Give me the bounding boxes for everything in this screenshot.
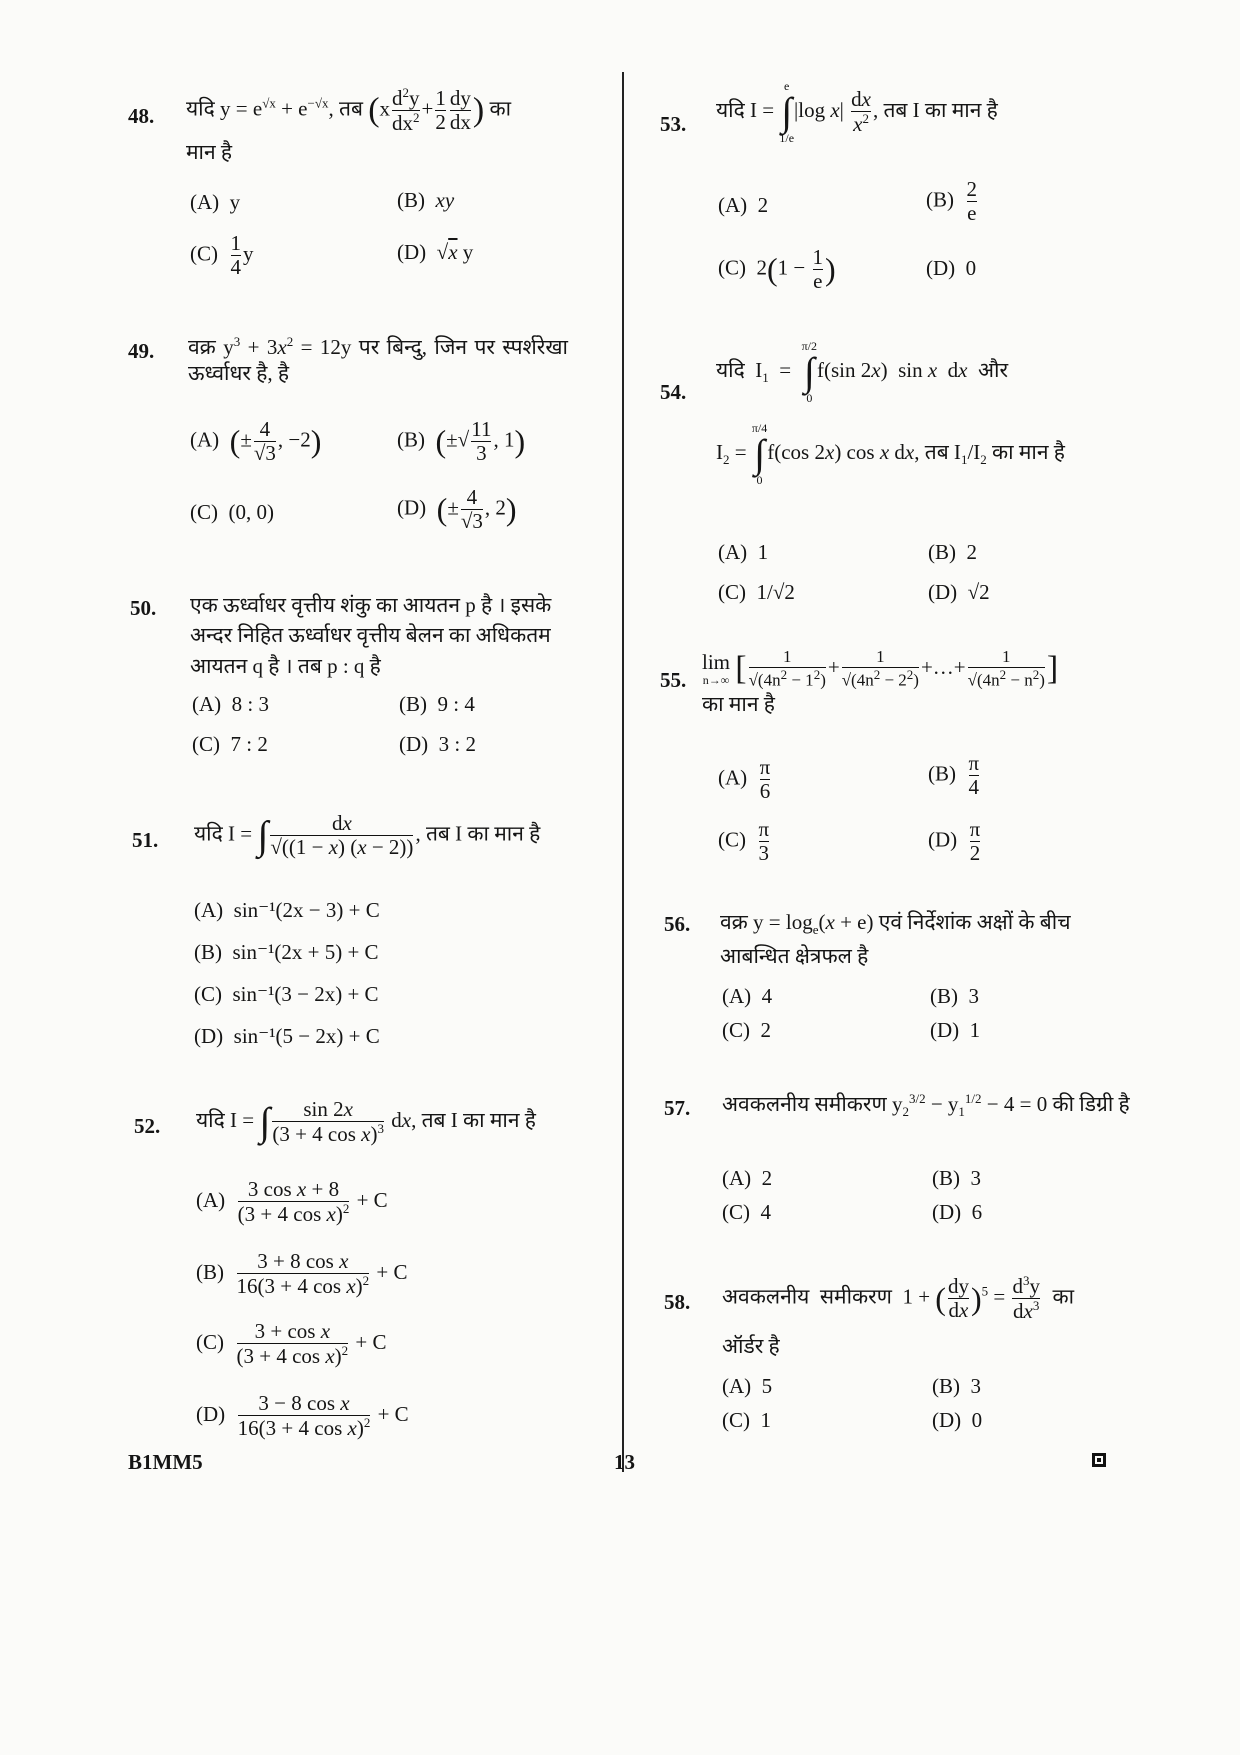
question-stem: यदि $I_1$ = π/2 ∫ 0 f(sin 2x) sin x dx और $I_2$ = π/4 ∫ 0 f(cos 2x) cos x dx, तब $I_1/I_2$ का मान है <box>716 339 1065 487</box>
question-stem: यदि I = e ∫ 1/e |log x| $\frac{dx}{x^2}$ , तब I का मान है <box>716 79 998 145</box>
option-c: (C) 2(1 − $\frac{1}{e}$ ) <box>718 245 836 294</box>
question-stem: यदि I = ∫ $\frac{dx}{√((1 - x) (x - 2))}$ , तब I का मान है <box>194 811 541 860</box>
option-d: (D) 0 <box>926 256 977 280</box>
option-b: (B) 2 <box>928 540 977 564</box>
booklet-code: B1MM5 <box>128 1450 203 1474</box>
option-d: (D) (± $\frac{4}{√3}$ , 2) <box>397 485 517 534</box>
option-c: (C) 1 <box>722 1408 771 1432</box>
option-a: (A) (± $\frac{4}{√3}$ , −2) <box>190 417 322 466</box>
option-d: (D) 0 <box>932 1408 983 1432</box>
question-stem: वक्र $y = \log_e(x + e)$ एवं निर्देशांक अक्षों के बीच आबन्धित क्षेत्रफल है <box>720 910 1071 969</box>
option-b: (B) xy <box>397 188 455 212</box>
option-b: (B) sin⁻¹(2x + 5) + C <box>194 940 379 964</box>
option-c: (C) 1/√2 <box>718 580 795 604</box>
option-d: (D) 6 <box>932 1200 983 1224</box>
option-c: (C) (0, 0) <box>190 500 274 524</box>
question-stem: अवकलनीय समीकरण $y_2^{3/2} - y_1^{1/2} - 4 = 0$ की डिग्री है <box>722 1091 1130 1120</box>
column-divider <box>622 72 624 1472</box>
option-a: (A) 2 <box>722 1166 773 1190</box>
page-number: 13 <box>614 1450 635 1474</box>
question-stem: lim n→∞ [ $\frac{1}{√(4n^2 - 1^2)}$ + $\frac{1}{√(4n^2 - 2^2)}$ +…+ $\frac{1}{√(4n^2 - n^2)}$ ] का मान है <box>702 647 1059 716</box>
option-a: (A) 5 <box>722 1374 773 1398</box>
option-a: (A) 8 : 3 <box>192 692 269 716</box>
option-b: (B) $\frac{\pi}{4}$ <box>928 751 980 800</box>
option-c: (C) $\frac{\pi}{3}$ <box>718 817 770 866</box>
option-b: (B) 3 <box>930 984 979 1008</box>
option-b: (B) 3 <box>932 1166 981 1190</box>
option-b: (B) $\frac{2}{e}$ <box>926 177 977 226</box>
option-c: (C) 4 <box>722 1200 771 1224</box>
question-number: 50. <box>130 596 157 620</box>
question-number: 52. <box>134 1114 161 1138</box>
question-number: 57. <box>664 1096 691 1120</box>
question-stem: अवकलनीय समीकरण 1 + ( $\frac{dy}{dx}$ )$^5$ = $\frac{d^3y}{dx^3}$ का ऑर्डर है <box>722 1273 1075 1359</box>
option-d: (D) $\frac{\text{3 − 8 cos x}}{16(3 + 4 \cos x)^2}$ + C <box>196 1391 409 1441</box>
option-a: (A) 2 <box>718 193 769 217</box>
option-d: (D) 1 <box>930 1018 981 1042</box>
option-a: (A) $\frac{\pi}{6}$ <box>718 755 771 804</box>
question-stem: यदि I = ∫ $\frac{\sin 2x}{(3 + 4 \cos x)^3}$ dx, तब I का मान है <box>196 1097 536 1147</box>
question-number: 53. <box>660 112 687 136</box>
square-icon <box>1092 1453 1106 1467</box>
option-c: (C) $\frac{\text{3 + cos x}}{(3 + 4 \cos x)^2}$ + C <box>196 1319 387 1369</box>
option-a: (A) 1 <box>718 540 769 564</box>
option-d: (D) sin⁻¹(5 − 2x) + C <box>194 1024 380 1048</box>
question-number: 51. <box>132 828 159 852</box>
question-number: 49. <box>128 339 155 363</box>
question-number: 54. <box>660 380 687 404</box>
option-b: (B) 9 : 4 <box>399 692 475 716</box>
option-b: (B) (±√ $\frac{11}{3}$ , 1) <box>397 417 526 466</box>
option-d: (D) 3 : 2 <box>399 732 476 756</box>
question-stem: एक ऊर्ध्वाधर वृत्तीय शंकु का आयतन p है । इसके अन्दर निहित ऊर्ध्वाधर वृत्तीय बेलन का अधिकतम आयतन q है । तब p : q है <box>190 593 552 678</box>
option-c: (C) $\frac{1}{4}$ y <box>190 231 254 280</box>
option-c: (C) 7 : 2 <box>192 732 268 756</box>
question-number: 58. <box>664 1290 691 1314</box>
option-b: (B) 3 <box>932 1374 981 1398</box>
option-a: (A) $\frac{\text{3 cos x + 8}}{(3 + 4 \cos x)^2}$ + C <box>196 1177 388 1227</box>
option-a: (A) sin⁻¹(2x − 3) + C <box>194 898 380 922</box>
option-c: (C) 2 <box>722 1018 771 1042</box>
option-d: (D) $\frac{\pi}{2}$ <box>928 817 981 866</box>
question-number: 48. <box>128 104 155 128</box>
question-number: 56. <box>664 912 691 936</box>
option-a: (A) y <box>190 190 241 214</box>
question-stem: वक्र $y^3 + 3x^2 = 12y$ पर बिन्दु, जिन पर स्पर्शरेखा ऊर्ध्वाधर है, है <box>188 334 568 386</box>
option-b: (B) $\frac{\text{3 + 8 cos x}}{16(3 + 4 \cos x)^2}$ + C <box>196 1249 408 1299</box>
option-a: (A) 4 <box>722 984 773 1008</box>
question-number: 55. <box>660 668 687 692</box>
question-stem: यदि $y = e^{√x} + e^{-√x}$, तब (x $\frac{d^2y}{dx^2}$ + $\frac{1}{2}$ $\frac{dy}{dx}$ ) का मान है <box>186 85 512 165</box>
option-c: (C) sin⁻¹(3 − 2x) + C <box>194 982 379 1006</box>
option-d: (D) √2 <box>928 580 990 604</box>
option-d: (D) √x y <box>397 240 474 264</box>
